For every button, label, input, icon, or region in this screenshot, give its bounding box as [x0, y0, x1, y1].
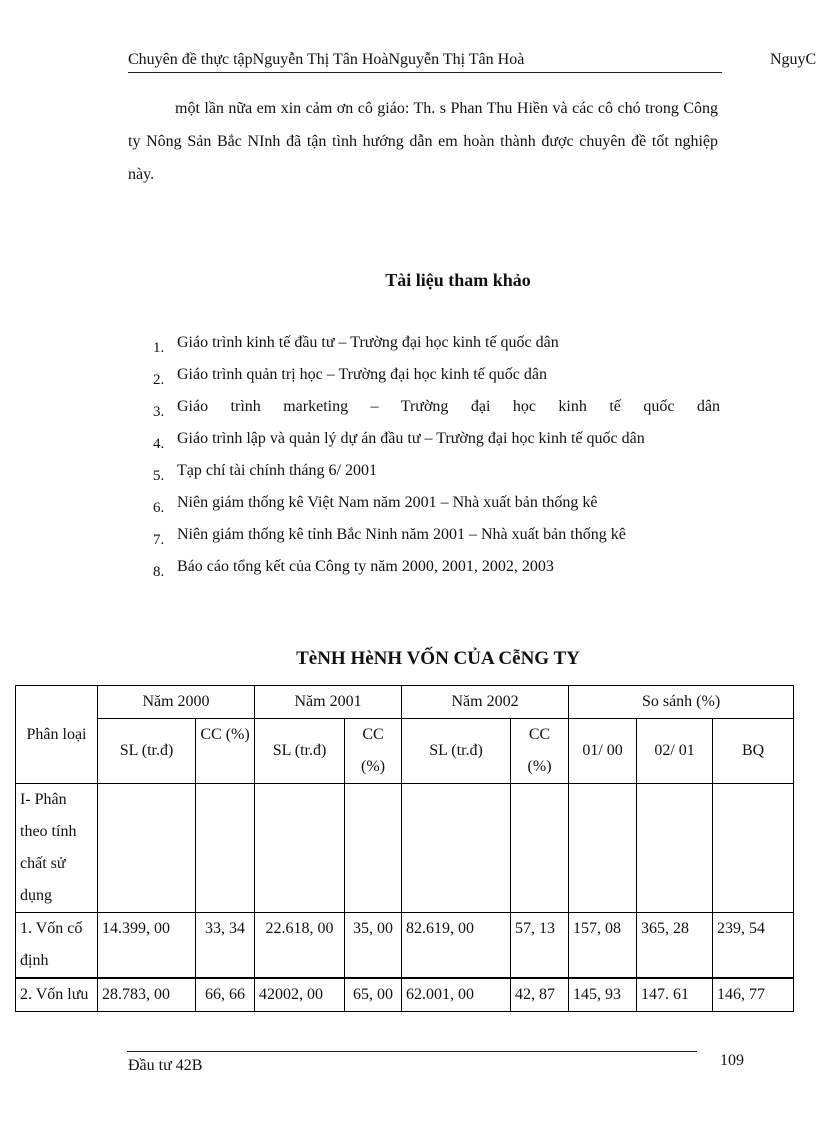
- list-item: [150, 487, 720, 519]
- item-number: 4.: [153, 436, 165, 452]
- table-cell: 65, 00: [345, 978, 402, 1012]
- column-header-sl: SL (tr.đ): [255, 719, 345, 784]
- table-cell: 62.001, 00: [402, 978, 511, 1012]
- capital-table-wrapper: [15, 685, 794, 1029]
- table-cell: 157, 08: [569, 913, 637, 979]
- table-cell: 145, 93: [569, 978, 637, 1012]
- references-title: Tài liệu tham khảo: [385, 270, 531, 290]
- footer-divider: [127, 1051, 697, 1052]
- table-cell: [98, 784, 196, 913]
- table-cell: 365, 28: [637, 913, 713, 979]
- table-header-row: [16, 686, 794, 719]
- table-cell: 66, 66: [196, 978, 255, 1012]
- list-item: [150, 423, 720, 455]
- table-cell: 33, 34: [196, 913, 255, 979]
- table-subheader-row: [16, 719, 794, 784]
- column-header-cc: CC (%): [345, 719, 402, 784]
- column-header-sl: SL (tr.đ): [402, 719, 511, 784]
- column-header-sl: SL (tr.đ): [98, 719, 196, 784]
- column-header-cc: CC (%): [196, 719, 255, 784]
- table-cell: 14.399, 00: [98, 913, 196, 979]
- column-header-nam-2001: Năm 2001: [255, 686, 402, 719]
- table-title: TèNH HèNH VỐN CỦA CễNG TY: [296, 648, 580, 669]
- column-header-so-sanh: So sánh (%): [569, 686, 794, 719]
- list-item: [150, 519, 720, 551]
- page-number: 109: [720, 1052, 744, 1069]
- table-cell: 22.618, 00: [255, 913, 345, 979]
- item-text: Báo cáo tổng kết của Công ty năm 2000, 2001, 2002, 2003: [177, 558, 554, 575]
- list-item: [150, 455, 720, 487]
- table-row: [16, 784, 794, 913]
- table-cell: [345, 784, 402, 913]
- intro-paragraph: [128, 92, 718, 191]
- column-header-02-01: 02/ 01: [637, 719, 713, 784]
- item-text: Giáo trình kinh tế đầu tư – Trường đại học kinh tế quốc dân: [177, 334, 559, 351]
- footer-text: Đầu tư 42B: [128, 1057, 203, 1074]
- references-list: [150, 327, 720, 583]
- item-number: 3.: [153, 404, 165, 420]
- item-text: Giáo trình quản trị học – Trường đại học kinh tế quốc dân: [177, 366, 547, 383]
- column-header-cc: CC (%): [511, 719, 569, 784]
- column-header-nam-2000: Năm 2000: [98, 686, 255, 719]
- item-text: Tạp chí tài chính tháng 6/ 2001: [177, 462, 377, 479]
- table-cell: 57, 13: [511, 913, 569, 979]
- intro-text: một lần nữa em xin cảm ơn cô giáo: Th. s Phan Thu Hiền và các cô chó trong Công ty Nông Sản Bắc NInh đã tận tình hướng dẫn em hoàn thành được chuyên đề tốt nghiệp này.: [128, 100, 718, 183]
- table-cell: [255, 784, 345, 913]
- item-text: Niên giám thống kê tỉnh Bắc Ninh năm 2001 – Nhà xuất bản thống kê: [177, 526, 626, 543]
- table-row: [16, 913, 794, 979]
- item-number: 8.: [153, 564, 165, 580]
- list-item: [150, 359, 720, 391]
- table-cell: 147. 61: [637, 978, 713, 1012]
- table-cell: [196, 784, 255, 913]
- item-number: 6.: [153, 500, 165, 516]
- item-number: 5.: [153, 468, 165, 484]
- item-text: Giáo trình lập và quản lý dự án đầu tư – Trường đại học kinh tế quốc dân: [177, 430, 645, 447]
- table-cell: 28.783, 00: [98, 978, 196, 1012]
- table-cell: [569, 784, 637, 913]
- item-text: Niên giám thống kê Việt Nam năm 2001 – Nhà xuất bản thống kê: [177, 494, 598, 511]
- column-header-bq: BQ: [713, 719, 794, 784]
- list-item: [150, 551, 720, 583]
- table-cell: 82.619, 00: [402, 913, 511, 979]
- item-number: 7.: [153, 532, 165, 548]
- item-number: 1.: [153, 340, 165, 356]
- table-cell: 42, 87: [511, 978, 569, 1012]
- item-number: 2.: [153, 372, 165, 388]
- list-item: [150, 327, 720, 359]
- column-header-phan-loai: Phân loại: [16, 686, 98, 784]
- table-cell: [713, 784, 794, 913]
- table-cell: 35, 00: [345, 913, 402, 979]
- table-cell: 146, 77: [713, 978, 794, 1012]
- header-right-text: NguyC: [770, 51, 816, 68]
- table-cell: [402, 784, 511, 913]
- table-row: [16, 978, 794, 1012]
- capital-table: [15, 685, 794, 1012]
- page-header: [128, 50, 722, 73]
- row-label: I- Phân theo tính chất sử dụng: [16, 784, 98, 913]
- row-label: 2. Vốn lưu: [16, 978, 98, 1012]
- table-cell: [511, 784, 569, 913]
- list-item: [150, 391, 720, 423]
- table-cell: 42002, 00: [255, 978, 345, 1012]
- table-cell: [637, 784, 713, 913]
- row-label: 1. Vốn cố định: [16, 913, 98, 979]
- header-title: Chuyên đề thực tậpNguyễn Thị Tân HoàNguyễn Thị Tân Hoà: [128, 51, 525, 68]
- table-cell: 239, 54: [713, 913, 794, 979]
- item-text: Giáo trình marketing – Trường đại học kinh tế quốc dân: [177, 398, 720, 415]
- column-header-01-00: 01/ 00: [569, 719, 637, 784]
- column-header-nam-2002: Năm 2002: [402, 686, 569, 719]
